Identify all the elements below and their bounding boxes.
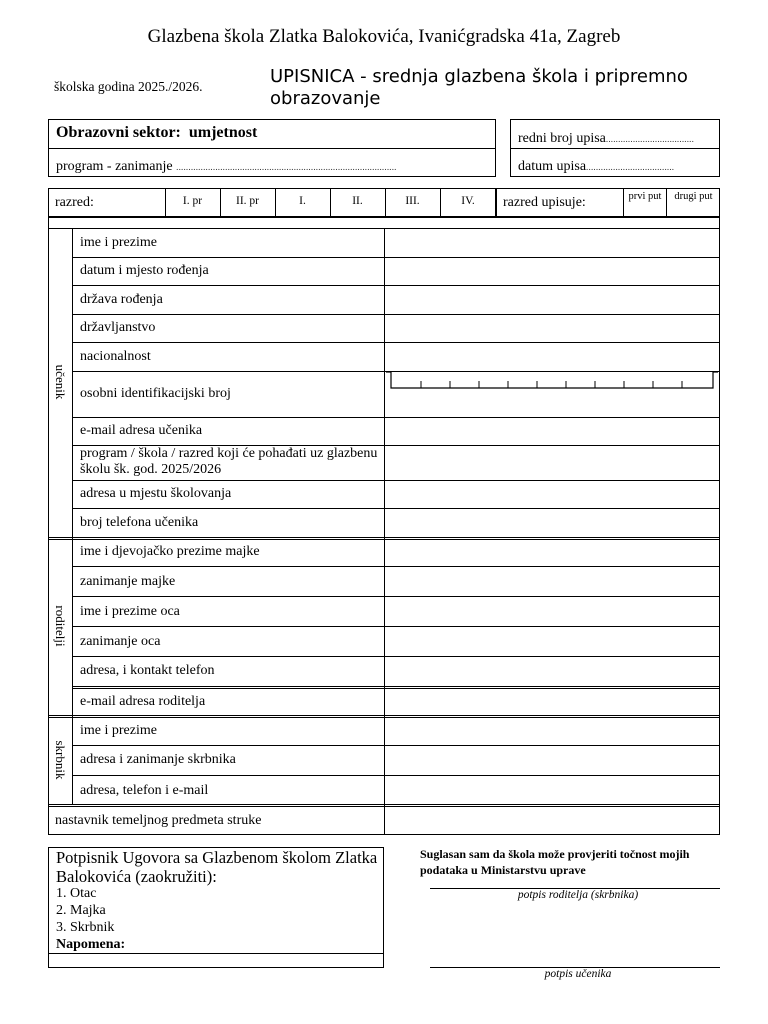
grade-option[interactable]: II. (352, 195, 363, 207)
guardian-name-input[interactable] (385, 718, 719, 745)
consent-text: Suglasan sam da škola može provjeriti točnost mojih podataka u Ministarstvu uprave (420, 847, 690, 877)
program-label: program - zanimanje .......................................................................................... (56, 159, 397, 174)
teacher-label: nastavnik temeljnog predmeta struke (55, 813, 262, 828)
mother-occupation-label: zanimanje majke (80, 574, 176, 589)
signatory-option-father[interactable]: 1. Otac (56, 886, 97, 901)
parents-section-label: roditelji (53, 605, 68, 647)
guardian-contact-input[interactable] (385, 776, 719, 804)
grade-option[interactable]: I. (299, 195, 306, 207)
student-name-input[interactable] (385, 229, 719, 257)
guardian-name-label: ime i prezime (80, 723, 157, 738)
father-occupation-input[interactable] (385, 627, 719, 656)
birth-date-place-label: datum i mjesto rođenja (80, 263, 209, 278)
student-email-label: e-mail adresa učenika (80, 423, 203, 438)
parent-signature-label: potpis roditelja (skrbnika) (517, 889, 639, 901)
guardian-contact-label: adresa, telefon i e-mail (80, 783, 209, 798)
guardian-section-label: skrbnik (53, 740, 68, 780)
signatory-title: Potpisnik Ugovora sa Glazbenom školom Zlatka Balokovića (zaokružiti): (56, 848, 378, 886)
teacher-input[interactable] (385, 807, 719, 834)
enroll-number-field[interactable]: .................................... (605, 134, 695, 144)
student-phone-label: broj telefona učenika (80, 515, 199, 530)
grade-option[interactable]: IV. (461, 195, 475, 207)
first-time-option[interactable]: prvi put (628, 191, 662, 202)
oib-label: osobni identifikacijski broj (80, 386, 231, 401)
grade-option[interactable]: II. pr (236, 195, 259, 207)
birth-country-input[interactable] (385, 286, 719, 314)
student-name-label: ime i prezime (80, 235, 157, 250)
guardian-address-input[interactable] (385, 746, 719, 775)
birth-country-label: država rođenja (80, 292, 163, 307)
grade-option[interactable]: I. pr (182, 195, 203, 207)
parent-contact-input[interactable] (385, 657, 719, 686)
mother-name-label: ime i djevojačko prezime majke (80, 544, 260, 559)
signatory-option-guardian[interactable]: 3. Skrbnik (56, 920, 115, 935)
birth-date-place-input[interactable] (385, 258, 719, 285)
citizenship-input[interactable] (385, 315, 719, 342)
other-school-label: program / škola / razred koji će pohađati uz glazbenu školu šk. god. 2025/2026 (80, 446, 378, 477)
parent-email-input[interactable] (385, 689, 719, 715)
student-signature-label: potpis učenika (544, 968, 612, 980)
enroll-date-label: datum upisa.................................... (518, 159, 675, 174)
student-section-label: učenik (53, 364, 68, 400)
signatory-option-mother[interactable]: 2. Majka (56, 903, 106, 918)
parent-email-label: e-mail adresa roditelja (80, 694, 206, 709)
grade-label: razred: (55, 195, 94, 210)
nationality-label: nacionalnost (80, 349, 151, 364)
address-input[interactable] (385, 481, 719, 508)
school-name: Glazbena škola Zlatka Balokovića, Ivanićgradska 41a, Zagreb (147, 26, 621, 47)
sector-value: umjetnost (188, 124, 258, 141)
sector-label: Obrazovni sektor: umjetnost (56, 124, 258, 141)
enroll-date-field[interactable]: .................................... (586, 162, 675, 172)
grade-option[interactable]: III. (405, 195, 420, 207)
form-title: UPISNICA - srednja glazbena škola i pripremno obrazovanje (270, 66, 688, 109)
student-email-input[interactable] (385, 418, 719, 445)
second-time-option[interactable]: drugi put (674, 191, 713, 202)
student-phone-input[interactable] (385, 509, 719, 537)
father-occupation-label: zanimanje oca (80, 634, 161, 649)
oib-input-boxes[interactable] (386, 369, 718, 391)
mother-name-input[interactable] (385, 540, 719, 566)
program-field[interactable]: .......................................................................................... (176, 162, 397, 172)
enrolls-label: razred upisuje: (503, 195, 586, 210)
guardian-address-occupation-label: adresa i zanimanje skrbnika (80, 752, 236, 767)
citizenship-label: državljanstvo (80, 320, 156, 335)
note-label: Napomena: (56, 937, 126, 952)
nationality-input[interactable] (385, 343, 719, 371)
enroll-number-label: redni broj upisa.................................... (518, 131, 695, 146)
school-year: školska godina 2025./2026. (54, 79, 203, 94)
father-name-label: ime i prezime oca (80, 604, 180, 619)
address-label: adresa u mjestu školovanja (80, 486, 232, 501)
mother-occupation-input[interactable] (385, 567, 719, 596)
other-school-input[interactable] (385, 446, 719, 480)
father-name-input[interactable] (385, 597, 719, 626)
parent-contact-label: adresa, i kontakt telefon (80, 663, 215, 678)
